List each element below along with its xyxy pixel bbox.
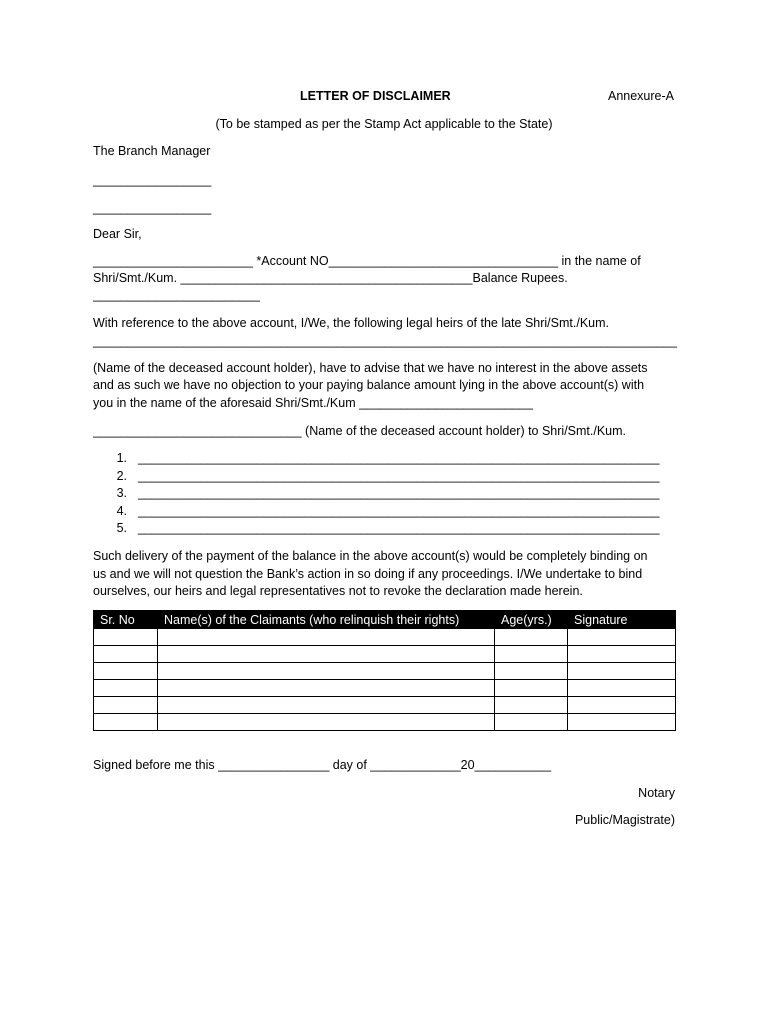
public-magistrate-label: Public/Magistrate) (574, 813, 675, 827)
list-number: 3. (116, 486, 127, 500)
salutation: Dear Sir, (93, 227, 142, 241)
list-blank-line: ___________________________________________________________________________ (138, 468, 660, 483)
table-row (94, 663, 676, 680)
table-row (94, 646, 676, 663)
table-row (94, 680, 676, 697)
table-cell (158, 663, 495, 680)
reference-line-1: With reference to the above account, I/We, the following legal heirs of the late Shri/Smt./Kum. (93, 316, 610, 330)
list-number: 1. (116, 451, 127, 465)
list-blank-line: ___________________________________________________________________________ (138, 521, 660, 535)
table-cell (158, 714, 495, 731)
table-cell (94, 646, 158, 663)
list-blank-line: ___________________________________________________________________________ (138, 503, 660, 518)
paragraph-3-line-1: Such delivery of the payment of the balance in the above account(s) would be completely binding on (93, 549, 648, 563)
table-cell (94, 697, 158, 714)
table-cell (495, 697, 568, 714)
table-cell (94, 714, 158, 731)
table-cell (94, 629, 158, 646)
table-cell (158, 646, 495, 663)
account-line-3: ________________________ (93, 288, 260, 302)
list-number: 2. (116, 468, 127, 483)
paragraph-1-line-2: and as such we have no objection to your paying balance amount lying in the above account(s) with (93, 378, 645, 392)
list-blank-line: ___________________________________________________________________________ (138, 486, 660, 500)
list-number: 4. (116, 503, 127, 518)
table-row (94, 714, 676, 731)
paragraph-3-line-2: us and we will not question the Bank’s action in so doing if any proceedings. I/We undertake to bind (93, 567, 643, 581)
table-cell (568, 714, 676, 731)
col-header-age: Age(yrs.) (495, 611, 568, 629)
paragraph-1-line-3: you in the name of the aforesaid Shri/Smt./Kum _________________________ (93, 396, 533, 410)
address-line-2: _________________ (93, 201, 212, 215)
signed-before-line: Signed before me this ________________ day of _____________20___________ (93, 758, 552, 772)
list-number: 5. (116, 521, 127, 535)
table-cell (495, 680, 568, 697)
table-header-row (94, 611, 676, 629)
table-cell (495, 629, 568, 646)
table-cell (158, 697, 495, 714)
table-cell (94, 663, 158, 680)
table-cell (94, 680, 158, 697)
notary-label: Notary (638, 786, 675, 800)
table-cell (158, 680, 495, 697)
list-blank-line: ___________________________________________________________________________ (138, 451, 660, 465)
table-cell (568, 663, 676, 680)
table-cell (568, 680, 676, 697)
document-title: LETTER OF DISCLAIMER (300, 89, 451, 103)
stamp-note: (To be stamped as per the Stamp Act applicable to the State) (215, 117, 553, 131)
table-cell (568, 697, 676, 714)
col-header-sr-no: Sr. No (94, 611, 158, 629)
claimants-table (93, 610, 676, 731)
account-line-2: Shri/Smt./Kum. __________________________________________Balance Rupees. (93, 271, 568, 285)
table-row (94, 697, 676, 714)
addressee: The Branch Manager (93, 144, 211, 158)
table-cell (495, 714, 568, 731)
address-line-1: _________________ (93, 173, 212, 187)
annexure-label: Annexure-A (607, 89, 674, 103)
table-cell (568, 629, 676, 646)
table-cell (568, 646, 676, 663)
paragraph-2-line-1: ______________________________ (Name of the deceased account holder) to Shri/Smt./Kum. (93, 424, 627, 438)
table-cell (158, 629, 495, 646)
table-cell (495, 663, 568, 680)
col-header-signature: Signature (568, 611, 676, 629)
paragraph-3-line-3: ourselves, our heirs and legal representatives not to revoke the declaration made herein. (93, 584, 583, 598)
col-header-names: Name(s) of the Claimants (who relinquish their rights) (158, 611, 495, 629)
account-line-1: _______________________ *Account NO_________________________________ in the name of (93, 254, 641, 268)
paragraph-1-line-1: (Name of the deceased account holder), have to advise that we have no interest in the above assets (93, 361, 648, 375)
reference-line-2: ____________________________________________________________________________________ (93, 334, 677, 348)
table-row (94, 629, 676, 646)
table-cell (495, 646, 568, 663)
